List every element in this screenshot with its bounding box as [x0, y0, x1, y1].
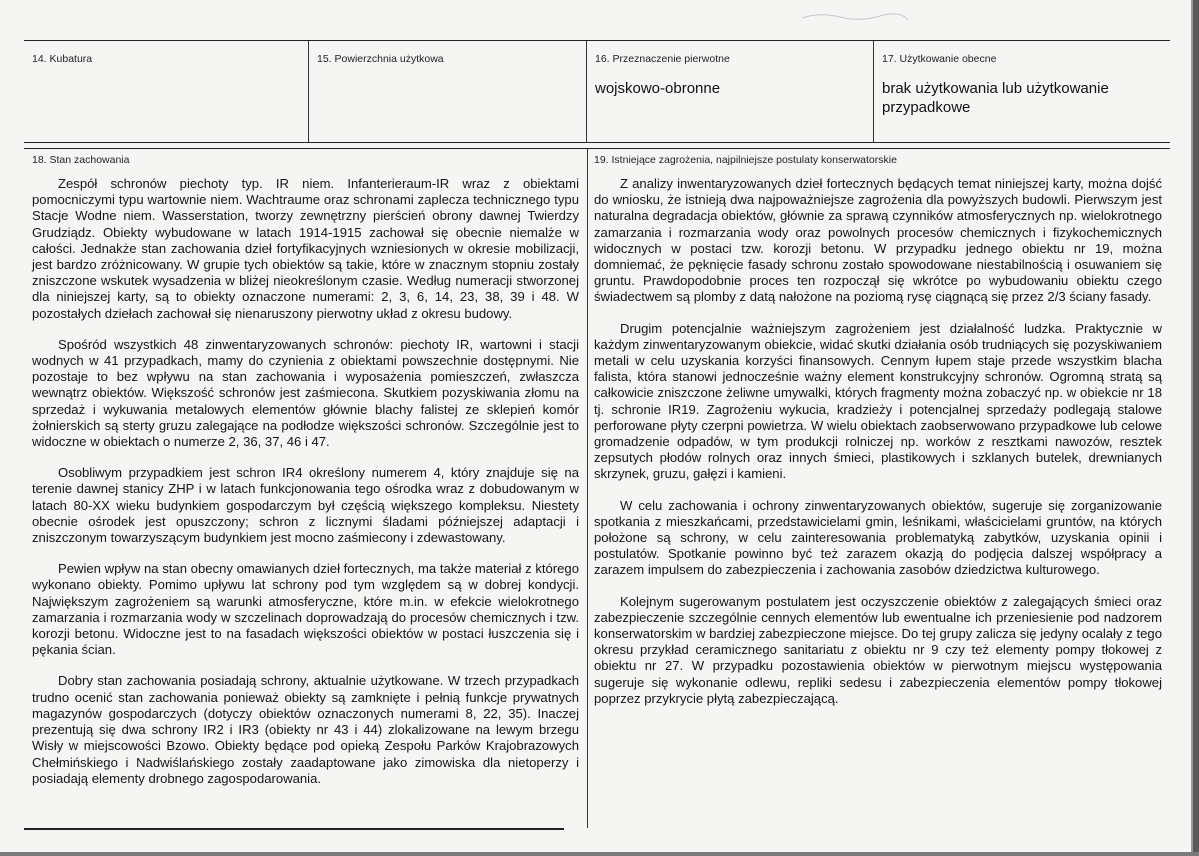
zagrozenia-column: [588, 149, 1170, 828]
przeznaczenie-label: 16. Przeznaczenie pierwotne: [595, 53, 730, 65]
zagrozenia-paragraph: Drugim potencjalnie ważniejszym zagrożeniem jest działalność ludzka. Praktycznie w każdym zinwentaryzowanym obiekcie, widać skutki działania osób trudniących się pozyskiwaniem metali w celu uzyskania korzyści finansowych. Cennym łupem staje przede wszystkim blacha falista, która stanowi jednocześnie ważny element konstrukcyjny schronów. Ogromną stratą są całkowicie zniszczone żeliwne umywalki, których fragmenty można zobaczyć np. w obiekcie nr 18 tj. schronie IR19. Zagrożeniu wykucia, kradzieży i potencjalnej sprzedaży podlegają stalowe perforowane płyty czerpni powietrza. W wielu obiektach zaobserwowano przypadkowe lub celowe gromadzenie odpadów, w tym produkcji rolniczej np. worków z resztkami nawozów, resztek zepsutych płodów rolnych oraz innych śmieci, plastikowych i szklanych butelek, drewnianych skrzynek, gruzu, gałęzi i kamieni.: [594, 320, 1162, 482]
stan-paragraph: Zespół schronów piechoty typ. IR niem. Infanterieraum-IR wraz z obiektami pomocniczymi typu wartownie niem. Wachtraume oraz schronami zaplecza technicznego typu Stacje Wodne niem. Wasserstation, tworzy zewnętrzny pierścień obrony dawnej Twierdzy Grudziądz. Obiekty wybudowane w latach 1914-1915 zachował się obecnie niemalże w całości. Jednakże stan zachowania dzieł fortyfikacyjnych wzniesionych w okresie mobilizacji, jest bardzo zróżnicowany. W grupie tych obiektów są takie, które w znacznym stopniu zostały zniszczone wskutek wysadzenia w bliżej nieokreślonym czasie. Według numeracji stworzonej dla niniejszej karty, są to obiekty oznaczone numerami: 2, 3, 6, 14, 23, 38, 39 i 48. W pozostałych dziełach zachował się nienaruszony pierwotny układ z okresu budowy.: [32, 176, 579, 321]
powierzchnia-label: 15. Powierzchnia użytkowa: [317, 53, 444, 65]
uzytkowanie-label: 17. Użytkowanie obecne: [882, 53, 997, 65]
zagrozenia-paragraph: W celu zachowania i ochrony zinwentaryzowanych obiektów, sugeruje się zorganizowanie spotkania z mieszkańcami, przedstawicielami gmin, leśnikami, właścicielami gruntów, na których położone są schrony, w celu zainteresowania problematyką zabytków, uzyskania opinii i postulatów. Spotkanie powinno być też zarazem okazją do podjęcia dalszej współpracy a zarazem impulsem do zabezpieczenia i zachowania zasobów dziedzictwa kulturowego.: [594, 497, 1162, 578]
scan-edge-right: [1193, 0, 1199, 856]
stan-paragraph: Osobliwym przypadkiem jest schron IR4 określony numerem 4, który znajduje się na terenie dawnej stanicy ZHP i w latach funkcjonowania tego ośrodka wraz z dobudowanym w latach 80-XX wieku budynkiem gospodarczym był częścią większego kompleksu. Niestety obecnie ośrodek jest opuszczony; schron z licznymi śladami późniejszej adaptacji i zniszczonym towarzyszącym budynkiem jest mocno zaśmiecony i zdewastowany.: [32, 465, 579, 546]
stan-zachowania-label: 18. Stan zachowania: [32, 154, 130, 166]
stan-paragraph: Spośród wszystkich 48 zinwentaryzowanych schronów: piechoty IR, wartowni i stacji wodnych w 41 przypadkach, mamy do czynienia z obiektami powszechnie dostępnymi. Nie pozostaje to bez wpływu na stan zachowania i wyposażenia pomieszczeń, zwłaszcza wewnątrz obiektów. Większość schronów jest zaśmiecona. Skutkiem pozyskiwania złomu na sprzedaż i wykuwania metalowych elementów głównie blachy falistej ze sklepień komór żołnierskich są sterty gruzu zalegające na podłodze większości schronów. Szczególnie jest to widoczne w obiektach o numerze 2, 36, 37, 46 i 47.: [32, 336, 579, 450]
powierzchnia-cell: [309, 41, 587, 142]
bottom-rule: [24, 828, 564, 830]
uzytkowanie-value: brak użytkowania lub użytkowanie przypadkowe: [882, 80, 1109, 116]
zagrozenia-paragraph: Z analizy inwentaryzowanych dzieł fortecznych będących temat niniejszej karty, można dojść do wniosku, że istnieją dwa najpoważniejsze zagrożenia dla powyższych budowli. Pierwszym jest naturalna degradacja obiektów, głównie za sprawą czynników atmosferycznych np. wielokrotnego zamarzania i rozmarzania wody oraz powolnych procesów chemicznych i fizykochemicznych widocznych w postaci tzw. korozji betonu. W przypadku jednego obiektu nr 19, można domniemać, że pęknięcie fasady schronu zostało spowodowane niestabilnością i osuwaniem się gruntu. Prawdopodobnie proces ten rozpoczął się wkrótce po wybudowaniu obiektu czego świadectwem są plomby z datą nałożone na poziomą rysę ciągnącą się przez 2/3 ściany fasady.: [594, 176, 1162, 305]
przeznaczenie-value: wojskowo-obronne: [595, 80, 721, 97]
uzytkowanie-cell: [874, 41, 1170, 142]
stan-zachowania-column: [24, 149, 588, 828]
stan-paragraph: Pewien wpływ na stan obecny omawianych dzieł fortecznych, ma także materiał z którego wykonano obiekty. Pomimo upływu lat schrony pod tym względem są w dobrej kondycji. Największym zagrożeniem są warunki atmosferyczne, które m.in. w efekcie wielokrotnego zamarzania i rozmarzania wody w szczelinach doprowadzają do procesów chemicznych i tzw. korozji betonu. Widoczne jest to na fasadach większości obiektów w postaci łuszczenia się i pękania ścian.: [32, 561, 579, 658]
zagrozenia-paragraph: Kolejnym sugerowanym postulatem jest oczyszczenie obiektów z zalegających śmieci oraz zabezpieczenie szczególnie cennych elementów lub ewentualne ich przeniesienie pod nadzorem konserwatorskim w bardziej zabezpieczone miejsce. Do tej grupy zalicza się jedyny ocalały z tego okresu przykład ceramicznego sanitariatu z obiektu nr 9 czy też elementy pompy tłokowej z obiektu nr 27. W przypadku pozostawienia obiektów w pierwotnym miejscu występowania sugeruje się wykonanie odlewu, repliki sedesu i zabezpieczenia elementów pompy tłokowej poprzez przykrycie płytą zabezpieczającą.: [594, 593, 1162, 706]
scan-edge-bottom: [0, 852, 1199, 856]
zagrozenia-label: 19. Istniejące zagrożenia, najpilniejsze postulaty konserwatorskie: [594, 154, 897, 166]
kubatura-label: 14. Kubatura: [32, 53, 93, 65]
header-row: [24, 40, 1170, 143]
pencil-scribble: [800, 8, 910, 28]
kubatura-cell: [24, 41, 309, 142]
stan-paragraph: Dobry stan zachowania posiadają schrony, aktualnie użytkowane. W trzech przypadkach trudno ocenić stan zachowania ponieważ obiekty są zamknięte i pełnią funkcje prywatnych magazynów gospodarczych (dotyczy obiektów oznaczonych numerami 8, 22, 35). Inaczej prezentują się dwa schrony IR2 i IR3 (obiekty nr 43 i 44) zlokalizowane na lewym brzegu Wisły w miejscowości Bzowo. Obiekty będące pod opieką Zespołu Parków Krajobrazowych Chełmińskiego i Nadwiślańskiego zostały zaadaptowane jako zimowiska dla nietoperzy i posiadają elementy drobnego zagospodarowania.: [32, 673, 579, 786]
przeznaczenie-cell: [587, 41, 874, 142]
details-section: [24, 148, 1170, 828]
